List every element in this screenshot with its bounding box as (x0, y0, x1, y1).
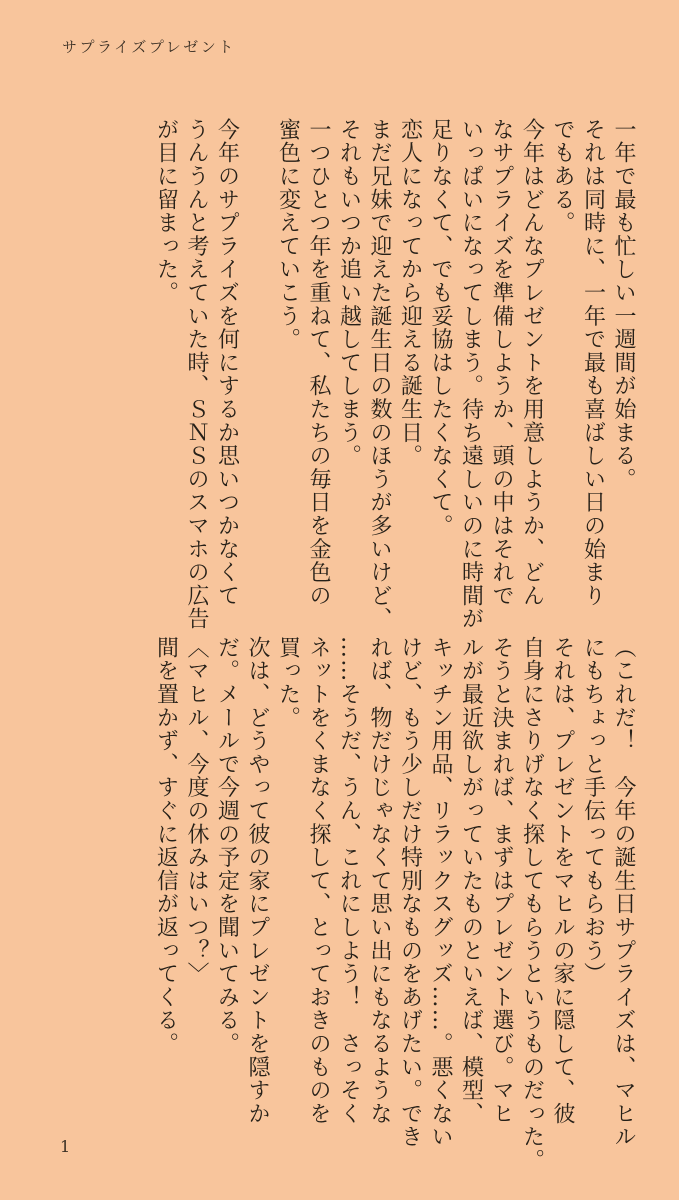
text-line: 一つひとつ年を重ねて、私たちの毎日を金色の (306, 118, 331, 608)
text-line: れば、物だけじゃなくて思い出にもなるような (367, 636, 392, 1126)
text-line: 買った。 (275, 636, 301, 730)
text-line: 恋人になってから迎える誕生日。 (397, 118, 423, 468)
text-line: それもいつか追い越してしまう。 (336, 118, 362, 468)
text-line: ルが最近欲しがっていたものといえば、模型、 (458, 636, 484, 1126)
text-line: まだ兄妹で迎えた誕生日の数のほうが多いけど、 (367, 118, 392, 631)
text-line: にもちょっと手伝ってもらおう） (580, 636, 606, 986)
text-line: （これだ！ 今年の誕生日サプライズは、マヒル (611, 636, 636, 1149)
text-line: 足りなくて、でも妥協はしたくなくて。 (428, 118, 453, 538)
text-line: 蜜色に変えていこう。 (275, 118, 301, 351)
text-line: それは同時に、一年で最も喜ばしい日の始まり (580, 118, 606, 608)
text-block-bottom (58, 636, 638, 1172)
text-line: 間を置かず、すぐに返信が返ってくる。 (153, 636, 179, 1056)
text-line: キッチン用品、リラックスグッズ……。悪くない (428, 636, 453, 1149)
text-line: が目に留まった。 (153, 118, 179, 305)
text-line: 今年はどんなプレゼントを用意しようか、どん (519, 118, 545, 608)
text-line: 一年で最も忙しい一週間が始まる。 (611, 118, 636, 491)
text-line: うんうんと考えていた時、ＳＮＳのスマホの広告 (184, 118, 209, 631)
text-line: そうと決まれば、まずはプレゼント選び。マヒ (489, 636, 514, 1126)
text-line: いっぱいになってしまう。待ち遠しいのに時間が (458, 118, 484, 631)
text-line: 〈マヒル、今度の休みはいつ？〉 (184, 636, 209, 986)
text-line: ……そうだ、うん、これにしよう！ さっそく (336, 636, 362, 1126)
text-line: なサプライズを準備しようか、頭の中はそれで (489, 118, 514, 608)
text-line: 次は、どうやって彼の家にプレゼントを隠すか (245, 636, 270, 1126)
page-number: 1 (60, 1137, 71, 1156)
text-line: 今年のサプライズを何にするか思いつかなくて (214, 118, 240, 608)
text-line: でもある。 (550, 118, 575, 235)
text-line: 自身にさりげなく探してもらうというものだった。 (519, 636, 545, 1172)
text-line: だ。メールで今週の予定を聞いてみる。 (214, 636, 240, 1056)
text-line: ネットをくまなく探して、とっておきのものを (306, 636, 331, 1126)
text-block-top (58, 118, 638, 631)
running-title: サプライズプレゼント (62, 38, 236, 56)
blank-line (242, 118, 273, 588)
text-line: けど、もう少しだけ特別なものをあげたい。でき (397, 636, 423, 1149)
text-line: それは、プレゼントをマヒルの家に隠して、彼 (550, 636, 575, 1126)
